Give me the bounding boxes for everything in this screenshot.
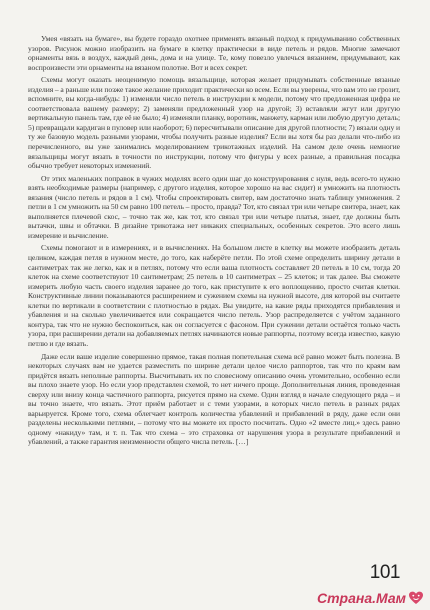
watermark-part1: Страна [316,590,373,606]
paragraph-1: Умея «вязать на бумаге», вы будете гораздо охотнее применять вязаный подход к придумыванию собственных узоров. Рисунок можно изобразить на бумаге в клетку практически в виде петель и рядов. Многие замечают орнаменты вязь в воздух, каждый день, дома и на улице. Те, кому повезло увлечься вязанием, придумывают, как воспроизвести эти орнаменты на вязаном полотне. Вот и всех секрет. [28,34,400,72]
paragraph-5: Даже если ваше изделие совершенно прямое, такая полная попетельная схема всё равно может быть полезна. В некоторых случаях вам не удается разместить по ширине детали целое число раппортов, так что по краям вам придётся вязать неполные раппорты. Высчитывать их по словесному описанию очень утомительно, особенно если вы плохо знаете узор. Но если узор представлен схемой, то нет ничего проще. Дополнительная линия, проведенная сверху или внизу конца частичного раппорта, рисуется прямо на схеме. Один взгляд в начале следующего ряда – и вы точно знаете, что вязать. Этот приём работает и с теми узорами, в которых число петель в разных рядах варьируется. Кроме того, схема облегчает контроль количества убавлений и прибавлений в ряду, даже если они разделены несколькими петлями, – потому что вы можете их просто посчитать. Одно «2 вместе лиц.» здесь равно одному «накиду» там, и т. п. Так что схема – это страховка от нарушения узора в результате прибавлений и убавлений, а также гарантия неизменности общего числа петель. […] [28,351,400,447]
site-watermark [317,590,424,606]
paragraph-2: Схемы могут оказать неоценимую помощь вязальщице, которая желает придумывать собственные вязаные изделия – а раньше или позже такое желание приходит практически ко всем. Если вы уверены, что вам это не грозит, вспомните, вы когда-нибудь: 1) изменяли число петель в инструкции к модели, потому что предложенная цифра не соответствовала вашему размеру; 2) заменяли предложенный узор на другой; 3) вставляли жгут или другую вертикальную панель там, где её не было; 4) изменяли планку, воротник, манжету, карман или любую другую деталь; 5) превращали кардиган в пуловер или наоборот; 6) пересчитывали описание для другой плотности; 7) вязали одну и ту же базовую модель разными узорами, чтобы получить разные изделия? Если вы хотя бы раз делали что-либо из перечисленного, вы уже занимались моделированием трикотажных изделий. На самом деле очень немногие вязальщицы могут вязать в точности по инструкции, потому что фигуры у всех разные, а правильная посадка обычно требует некоторых изменений. [28,75,400,171]
watermark-text: Страна.Мам [316,590,406,606]
page-text-body [28,34,400,450]
paragraph-4: Схемы помогают и в измерениях, и в вычислениях. На большом листе в клетку вы можете изобразить деталь целиком, каждая петля в нужном месте, до того, как наберёте петли. По этой схеме определить ширину детали в сантиметрах так же легко, как и в петлях, потому что если ваша плотность составляет 20 петель в 10 см, тогда 20 клеток на схеме соответствуют 10 сантиметрам; 25 петель в 10 сантиметрах – 25 клеток; и так далее. Вы сможете измерить любую часть своего изделия заранее до того, как приступите к его воплощению, просто считая клетки. Конструктивные линии показываются расширением и сужением схемы на нужной высоте, для которой вы считаете клетки по вертикали в соответствии с плотностью в рядах. Вы увидите, на какие ряды приходятся прибавления и убавления и на сколько увеличивается или сокращается число петель. Узор распределяется с учётом заданного контура, так что не нужно беспокоиться, как он согласуется с фасоном. При сужении детали остаётся только часть узора, при расширении детали на добавляемых петлях начинаются новые раппорты, поэтому всегда известно, какую петлю и где вязать. [28,243,400,348]
watermark-part2: Мам [376,590,406,606]
heart-icon [408,590,424,606]
paragraph-3: От этих маленьких поправок в чужих моделях всего один шаг до конструирования с нуля, ведь всего-то нужно взять необходимые размеры (например, с другого изделия, которое хорошо на вас сидит) и умножить на плотность вязания (число петель и рядов в 1 см). Чтобы спроектировать свитер, вам достаточно знать таблицу умножения. 2 петли в 1 см умножить на 50 см равно 100 петель – просто, правда? Тот, кто связал три или четыре свитера, знает, как выполняется плечевой скос, – точно так же, как тот, кто связал три или четыре платья, знает, где должны быть вытачки, швы и обтачки. В дизайне трикотажа нет никаких специальных, особенных секретов. Это всего лишь измерение и вычисление. [28,173,400,240]
page-number: 101 [369,562,400,583]
